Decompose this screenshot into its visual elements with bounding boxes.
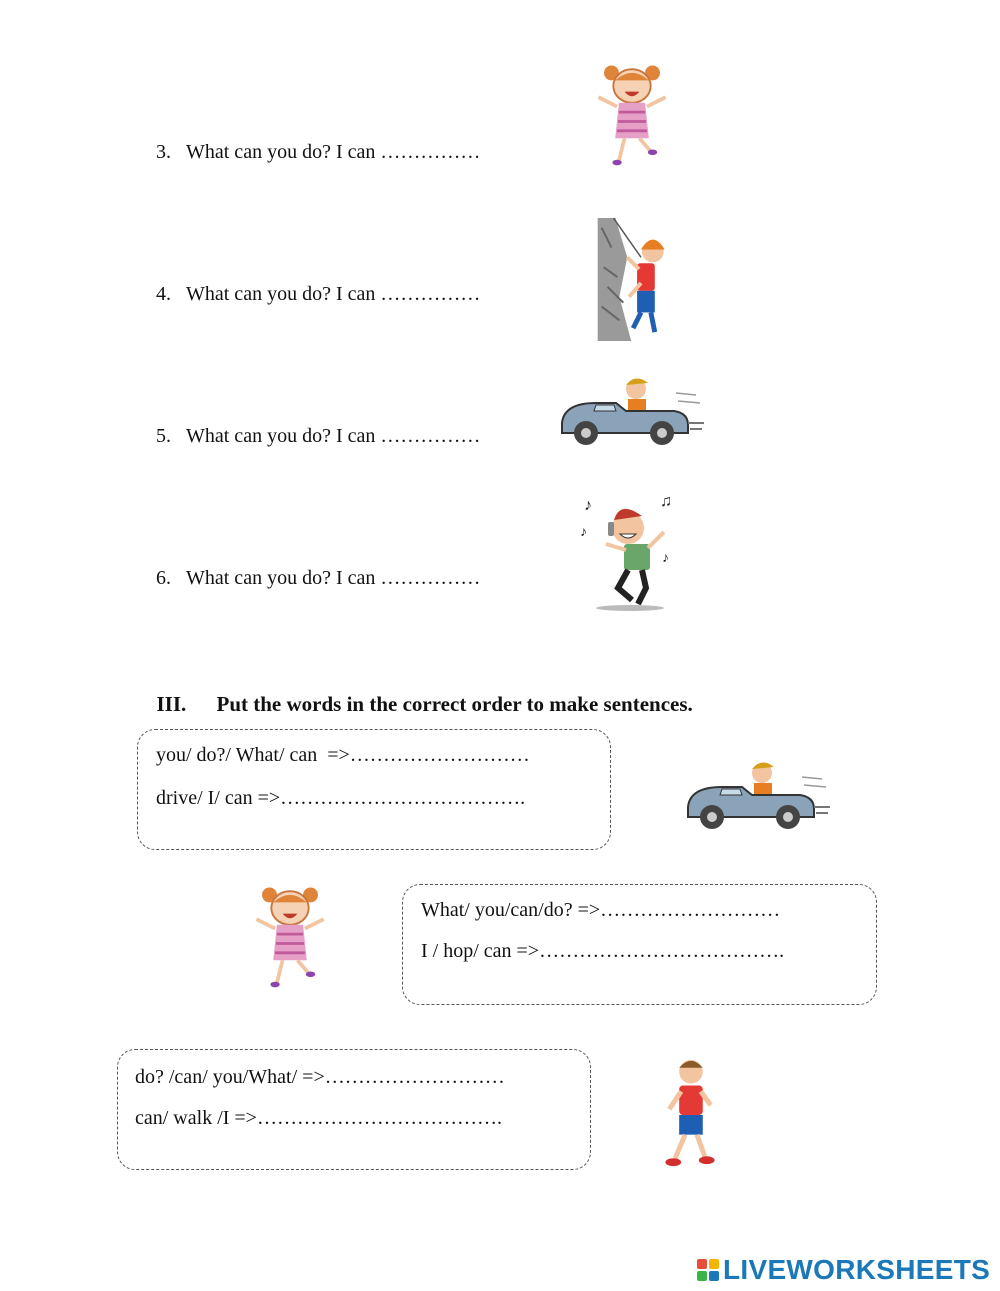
- girl-hopping-icon: [592, 58, 672, 170]
- section-heading: [146, 667, 693, 717]
- question-5: [146, 402, 480, 448]
- question-text: What can you do? I can ……………: [186, 141, 481, 163]
- exercise-line: do? /can/ you/What/ =>………………………: [135, 1066, 505, 1088]
- exercise-line: drive/ I/ can =>……………………………….: [156, 787, 526, 809]
- liveworksheets-logo[interactable]: [697, 1253, 990, 1287]
- car-driving-icon: [682, 757, 832, 832]
- exercise-box-2: [402, 884, 877, 1005]
- section-title: Put the words in the correct order to make sentences.: [216, 692, 693, 716]
- dancing-icon: [580, 492, 680, 612]
- exercise-line: What/ you/can/do? =>………………………: [421, 899, 781, 921]
- section-number: III.: [156, 692, 187, 716]
- question-6: [146, 544, 480, 590]
- logo-text: LIVEWORKSHEETS: [723, 1254, 991, 1285]
- boy-climbing-icon: [597, 218, 687, 341]
- question-number: 6.: [156, 567, 171, 589]
- exercise-box-1: [137, 729, 611, 850]
- question-number: 4.: [156, 283, 171, 305]
- question-4: [146, 260, 480, 306]
- car-driving-icon: [556, 373, 706, 448]
- logo-blocks-icon: [697, 1259, 719, 1281]
- question-text: What can you do? I can ……………: [186, 567, 481, 589]
- exercise-line: you/ do?/ What/ can =>………………………: [156, 744, 530, 766]
- question-3: [146, 118, 480, 164]
- question-text: What can you do? I can ……………: [186, 425, 481, 447]
- exercise-line: I / hop/ can =>……………………………….: [421, 940, 785, 962]
- question-number: 5.: [156, 425, 171, 447]
- question-number: 3.: [156, 141, 171, 163]
- boy-walking-icon: [658, 1056, 720, 1174]
- question-text: What can you do? I can ……………: [186, 283, 481, 305]
- exercise-box-3: [117, 1049, 591, 1170]
- exercise-line: can/ walk /I =>……………………………….: [135, 1107, 502, 1129]
- girl-hopping-icon: [250, 880, 330, 992]
